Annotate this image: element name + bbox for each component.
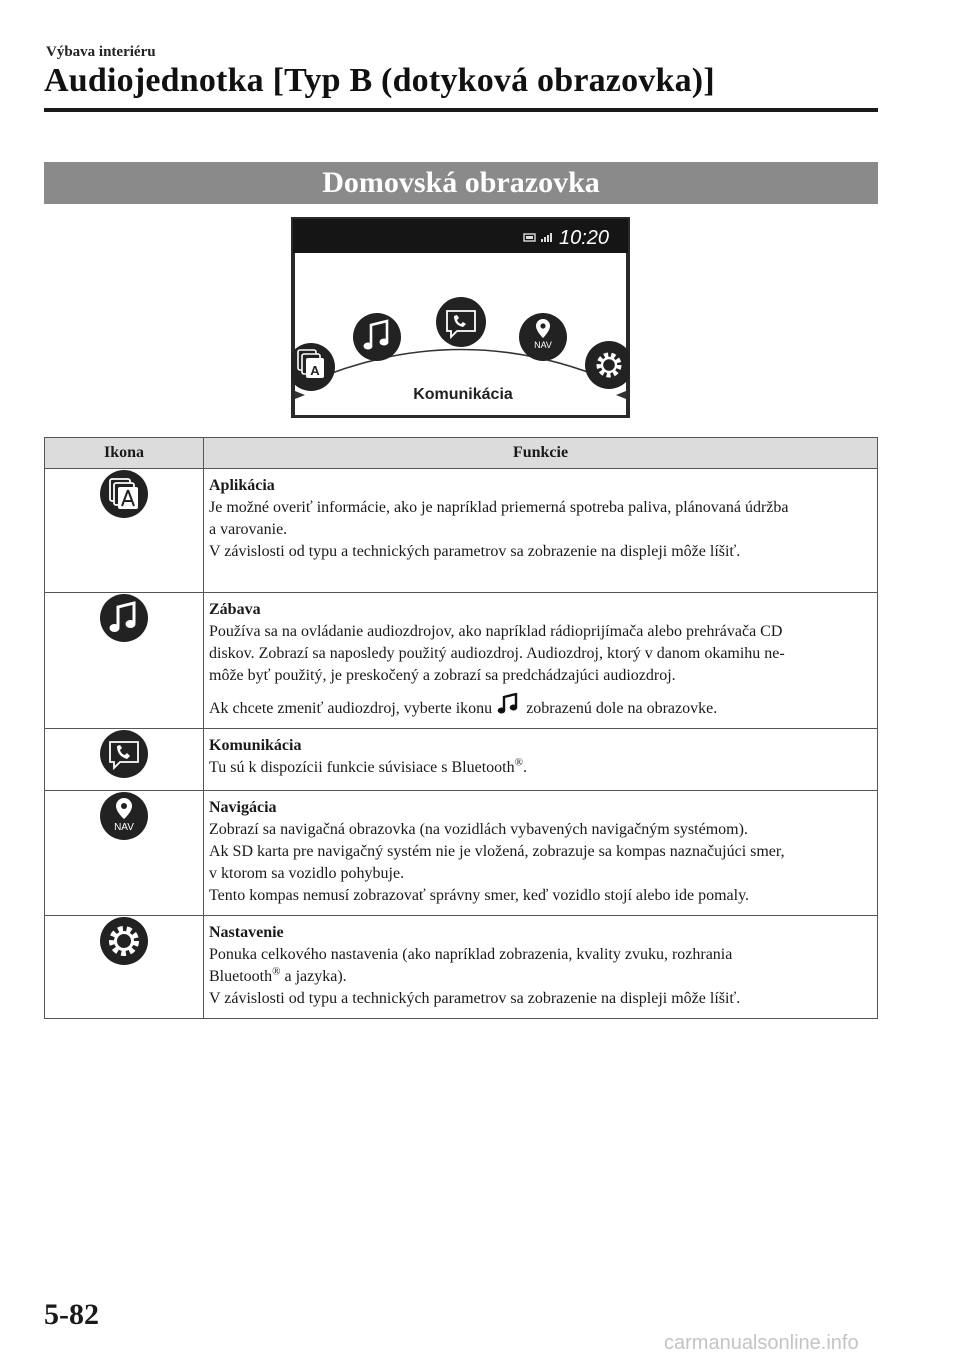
gear-icon: [99, 916, 149, 966]
function-line-text: .: [522, 759, 527, 776]
screen-navigation-icon[interactable]: [519, 313, 567, 361]
function-line: V závislosti od typu a technických parametrov sa zobrazenie na displeji môže líšiť.: [209, 990, 741, 1007]
inline-music-note-icon: [496, 693, 522, 715]
icon-cell: [45, 916, 204, 1019]
functions-table: [44, 437, 878, 1019]
table-row: [45, 469, 878, 593]
header-functions: Funkcie: [204, 438, 878, 469]
section-banner: Domovská obrazovka: [44, 162, 878, 204]
function-text: [204, 469, 878, 593]
navigation-icon: [99, 791, 149, 841]
function-line: [209, 757, 871, 779]
function-line: v ktorom sa vozidlo pohybuje.: [209, 865, 405, 882]
function-text: [204, 791, 878, 916]
function-line-text: Tu sú k dispozícii funkcie súvisiace s Bluetooth: [209, 759, 515, 776]
function-line: [209, 693, 871, 720]
table-row: [45, 593, 878, 729]
icon-cell: [45, 469, 204, 593]
music-note-icon: [99, 593, 149, 643]
function-line: a varovanie.: [209, 521, 288, 538]
function-title: Zábava: [209, 601, 261, 618]
application-icon: [99, 469, 149, 519]
table-header-row: [45, 438, 878, 469]
svg-text:NAV: NAV: [114, 822, 134, 833]
function-line: [209, 966, 871, 988]
function-line: Zobrazí sa navigačná obrazovka (na vozidlách vybavených navigačným systémom).: [209, 821, 748, 838]
function-line: V závislosti od typu a technických parametrov sa zobrazenie na displeji môže líšiť.: [209, 543, 741, 560]
table-row: [45, 791, 878, 916]
function-title: Aplikácia: [209, 477, 275, 494]
function-title: Komunikácia: [209, 737, 302, 754]
title-rule: [44, 108, 878, 112]
function-line: diskov. Zobrazí sa naposledy použitý audiozdroj. Audiozdroj, ktorý v danom okamihu ne-: [209, 645, 785, 662]
icon-cell: [45, 729, 204, 791]
function-line: Ponuka celkového nastavenia (ako napríklad zobrazenia, kvality zvuku, rozhrania: [209, 946, 733, 963]
phone-chat-icon: [99, 729, 149, 779]
registered-mark: ®: [272, 965, 281, 978]
function-title: Navigácia: [209, 799, 277, 816]
function-line: môže byť použitý, je preskočený a zobrazí sa predchádzajúci audiozdroj.: [209, 667, 676, 684]
icon-cell: [45, 791, 204, 916]
table-row: [45, 729, 878, 791]
clock-time: 10:20: [559, 227, 610, 249]
svg-text:A: A: [310, 363, 320, 378]
screen-caption: Komunikácia: [413, 386, 513, 403]
home-screen-illustration: [291, 217, 630, 418]
function-line: Používa sa na ovládanie audiozdrojov, ako napríklad rádioprijímača alebo prehrávača CD: [209, 623, 783, 640]
section-label: Výbava interiéru: [46, 44, 156, 60]
chapter-title: Audiojednotka [Typ B (dotyková obrazovka)]: [44, 62, 715, 99]
screen-music-icon[interactable]: [353, 313, 401, 361]
svg-text:NAV: NAV: [534, 340, 552, 350]
function-line: Tento kompas nemusí zobrazovať správny smer, keď vozidlo stojí alebo ide pomaly.: [209, 887, 750, 904]
function-line-text: zobrazenú dole na obrazovke.: [526, 700, 718, 717]
function-text: [204, 916, 878, 1019]
function-line-text: Ak chcete zmeniť audiozdroj, vyberte ikonu: [209, 700, 493, 717]
registered-mark: ®: [514, 756, 523, 769]
table-row: [45, 916, 878, 1019]
function-line-text: Bluetooth: [209, 968, 273, 985]
icon-cell: [45, 593, 204, 729]
function-line-text: a jazyka).: [280, 968, 347, 985]
function-line: Ak SD karta pre navigačný systém nie je vložená, zobrazuje sa kompas naznačujúci smer,: [209, 843, 785, 860]
watermark: carmanualsonline.info: [664, 1332, 859, 1354]
screen-communication-icon[interactable]: [436, 297, 486, 347]
function-text: [204, 593, 878, 729]
function-text: [204, 729, 878, 791]
function-title: Nastavenie: [209, 924, 284, 941]
header-icon: Ikona: [45, 438, 204, 469]
function-line: Je možné overiť informácie, ako je napríklad priemerná spotreba paliva, plánovaná údržba: [209, 499, 789, 516]
page-number: 5-82: [44, 1298, 99, 1331]
